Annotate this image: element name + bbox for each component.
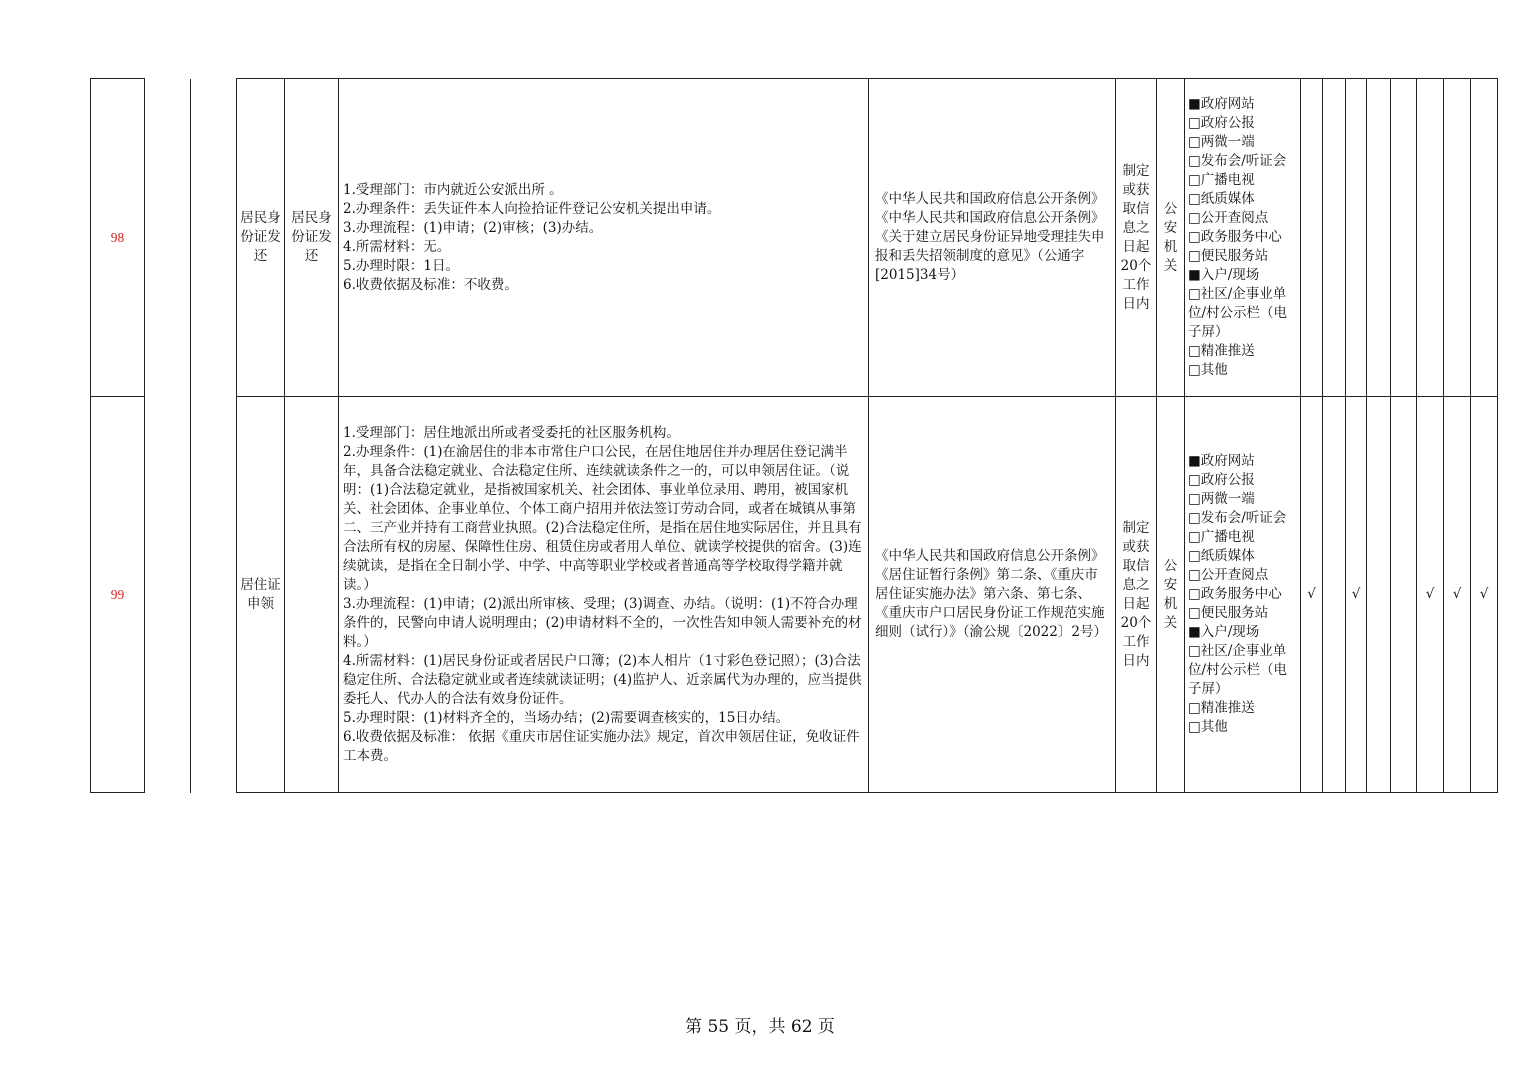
channel-item: □广播电视: [1188, 172, 1255, 188]
subject-cell: 公安机关: [1157, 397, 1185, 793]
channel-item: ■入户/现场: [1188, 624, 1260, 640]
check-cell: [1417, 79, 1444, 397]
content-cell: [339, 79, 869, 397]
check-cell: [1301, 79, 1323, 397]
channel-item: ■政府网站: [1188, 96, 1255, 112]
basis-cell: 《中华人民共和国政府信息公开条例》《中华人民共和国政府信息公开条例》《关于建立居民身份证异地受理挂失申报和丢失招领制度的意见》（公通字[2015]34号）: [869, 79, 1116, 397]
channel-item: □政务服务中心: [1188, 229, 1282, 245]
content-line: 4.所需材料：(1)居民身份证或者居民户口簿；(2)本人相片（1寸彩色登记照）；(3)合法稳定住所、合法稳定就业或者连续就读证明；(4)监护人、近亲属代为办理的，应当提供委托人、代办人的合法有效身份证件。: [343, 652, 862, 707]
channel-item: □其他: [1188, 719, 1228, 735]
content-line: 2.办理条件：丢失证件本人向捡拾证件登记公安机关提出申请。: [343, 200, 721, 217]
channel-item: □纸质媒体: [1188, 548, 1255, 564]
subject-cell: 公安机关: [1157, 79, 1185, 397]
channel-item: □其他: [1188, 362, 1228, 378]
check-cell: [1323, 79, 1346, 397]
channel-item: □纸质媒体: [1188, 191, 1255, 207]
disclosure-table: [90, 78, 1498, 793]
channel-item: □便民服务站: [1188, 248, 1269, 264]
content-line: 1.受理部门：市内就近公安派出所 。: [343, 181, 563, 198]
channel-item: □两微一端: [1188, 134, 1255, 150]
empty-cell: [191, 79, 237, 397]
channels-cell: [1185, 397, 1301, 793]
table-row: [91, 397, 1498, 793]
empty-cell: [191, 397, 237, 793]
check-cell: √: [1417, 397, 1444, 793]
check-cell: √: [1444, 397, 1471, 793]
item-cell: [285, 397, 339, 793]
content-line: 5.办理时限：(1)材料齐全的，当场办结；(2)需要调查核实的，15日办结。: [343, 709, 790, 726]
check-cell: [1444, 79, 1471, 397]
check-cell: [1471, 79, 1498, 397]
check-cell: √: [1346, 397, 1367, 793]
basis-cell: 《中华人民共和国政府信息公开条例》《居住证暂行条例》第二条、《重庆市居住证实施办法》第六条、第七条、《重庆市户口居民身份证工作规范实施细则（试行）》（渝公规〔2022〕2号）: [869, 397, 1116, 793]
content-line: 5.办理时限：1日。: [343, 257, 459, 274]
content-line: 6.收费依据及标准： 依据《重庆市居住证实施办法》规定，首次申领居住证，免收证件工本费。: [343, 728, 860, 764]
channel-item: □政府公报: [1188, 472, 1255, 488]
empty-cell: [145, 397, 191, 793]
time-limit-cell: 制定或获取信息之日起20个工作日内: [1116, 397, 1157, 793]
content-line: 3.办理流程：(1)申请；(2)派出所审核、受理；(3)调查、办结。（说明：(1)不符合办理条件的，民警向申请人说明理由；(2)申请材料不全的，一次性告知申领人需要补充的材料。）: [343, 595, 862, 650]
check-cell: [1367, 79, 1391, 397]
content-line: 1.受理部门：居住地派出所或者受委托的社区服务机构。: [343, 424, 680, 441]
channel-item: □发布会/听证会: [1188, 510, 1287, 526]
page-footer: 第 55 页，共 62 页: [685, 1017, 835, 1037]
item-cell: 居民身份证发还: [285, 79, 339, 397]
check-cell: [1391, 79, 1417, 397]
channel-item: □公开查阅点: [1188, 210, 1269, 226]
category-cell: 居民身份证发还: [237, 79, 285, 397]
channel-item: □两微一端: [1188, 491, 1255, 507]
row-number: 99: [91, 397, 145, 793]
row-number: 98: [91, 79, 145, 397]
channel-item: □政府公报: [1188, 115, 1255, 131]
channel-item: □发布会/听证会: [1188, 153, 1287, 169]
channel-item: □广播电视: [1188, 529, 1255, 545]
time-limit-cell: 制定或获取信息之日起20个工作日内: [1116, 79, 1157, 397]
channel-item: □社区/企事业单位/村公示栏（电子屏）: [1188, 643, 1288, 697]
channels-cell: [1185, 79, 1301, 397]
check-cell: [1323, 397, 1346, 793]
table-row: [91, 79, 1498, 397]
content-line: 6.收费依据及标准：不收费。: [343, 276, 518, 293]
check-cell: [1367, 397, 1391, 793]
channel-item: □公开查阅点: [1188, 567, 1269, 583]
category-cell: 居住证申领: [237, 397, 285, 793]
check-cell: √: [1301, 397, 1323, 793]
content-line: 2.办理条件：(1)在渝居住的非本市常住户口公民，在居住地居住并办理居住登记满半年，具备合法稳定就业、合法稳定住所、连续就读条件之一的，可以申领居住证。（说明：(1)合法稳定就业，是指被国家机关、社会团体、事业单位录用、聘用，被国家机关、社会团体、企事业单位、个体工商户招用并依法签订劳动合同，或者在城镇从事第二、三产业并持有工商营业执照。(2)合法稳定住所，是指在居住地实际居住，并且具有合法所有权的房屋、保障性住房、租赁住房或者用人单位、就读学校提供的宿舍。(3)连续就读，是指在全日制小学、中学、中高等职业学校或者普通高等学校取得学籍并就读。）: [343, 443, 862, 593]
channel-item: □精准推送: [1188, 700, 1255, 716]
channel-item: □便民服务站: [1188, 605, 1269, 621]
channel-item: □精准推送: [1188, 343, 1255, 359]
content-line: 3.办理流程：(1)申请；(2)审核；(3)办结。: [343, 219, 603, 236]
content-cell: [339, 397, 869, 793]
content-line: 4.所需材料：无。: [343, 238, 451, 255]
check-cell: [1391, 397, 1417, 793]
check-cell: √: [1471, 397, 1498, 793]
channel-item: ■入户/现场: [1188, 267, 1260, 283]
channel-item: □政务服务中心: [1188, 586, 1282, 602]
channel-item: □社区/企事业单位/村公示栏（电子屏）: [1188, 286, 1288, 340]
channel-item: ■政府网站: [1188, 453, 1255, 469]
check-cell: [1346, 79, 1367, 397]
empty-cell: [145, 79, 191, 397]
